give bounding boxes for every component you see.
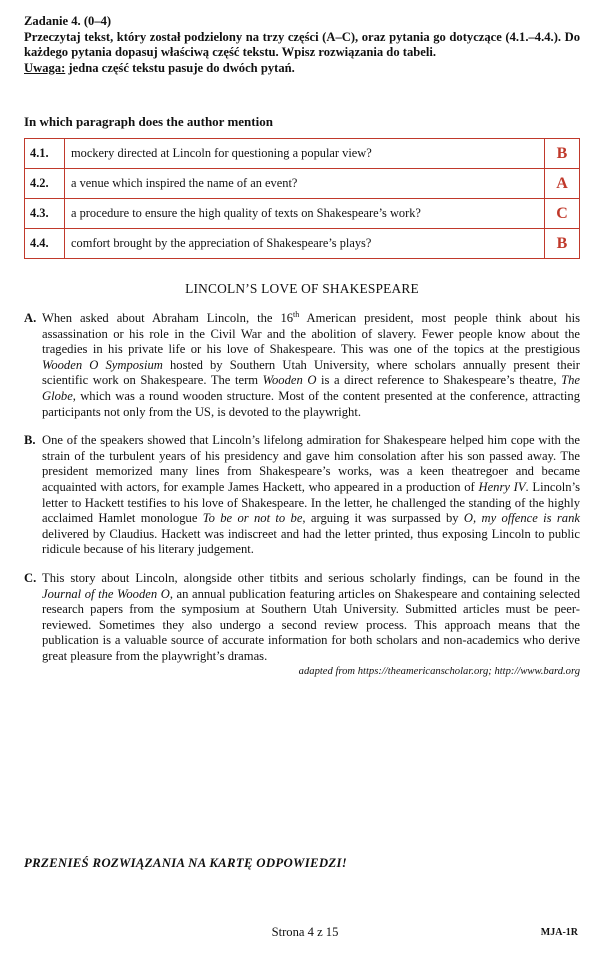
answer-table xyxy=(24,138,580,259)
answer-cell[interactable]: A xyxy=(545,169,580,199)
answer-cell[interactable]: B xyxy=(545,139,580,169)
question-number: 4.2. xyxy=(25,169,65,199)
paragraph-text: When asked about Abraham Lincoln, the 16 xyxy=(42,311,294,325)
paragraph-b xyxy=(24,433,580,558)
question-number: 4.3. xyxy=(25,199,65,229)
italic-title: Journal of the Wooden O xyxy=(42,586,170,601)
italic-title: O, my offence is rank xyxy=(463,511,580,526)
paragraph-a xyxy=(24,311,580,420)
transfer-note: PRZENIEŚ ROZWIĄZANIA NA KARTĘ ODPOWIEDZI! xyxy=(24,856,348,870)
italic-title: Wooden O Symposium xyxy=(42,357,163,372)
italic-title: To be or not to be xyxy=(202,511,303,526)
paragraph-letter: C. xyxy=(24,570,37,585)
paragraph-letter: B. xyxy=(24,433,36,448)
paragraph-text: American president, most people think about his assassination or his role in the Civil War and the abolition of slavery. Fewer people know about the tragedies in his private life or his love of Shakespeare. This was one of the topics at the prestigious xyxy=(42,311,581,357)
paragraph-letter: A. xyxy=(24,311,37,325)
exam-code: MJA-1R xyxy=(540,927,578,938)
paragraph-text: is a direct reference to Shakespeare’s theatre, xyxy=(316,373,562,388)
source-citation: adapted from https://theamericanscholar.org; http://www.bard.org xyxy=(298,666,580,678)
italic-title: Henry IV xyxy=(478,479,526,494)
superscript: th xyxy=(293,309,300,319)
question-text: a venue which inspired the name of an event? xyxy=(65,169,545,199)
table-row xyxy=(25,199,580,229)
paragraph-text: . Lincoln’s letter to Hackett testifies to his love of Shakespeare. In the letter, he challenged the standing of the highly acclaimed Hamlet monologue xyxy=(42,479,580,526)
paragraph-text: , an annual publication featuring articles on Shakespeare and containing selected research papers from the symposium at Southern Utah University. Submitted articles must be peer-reviewed. Sometimes they also undergo a second review process. This approach means that the publication is a valuable source of accurate information for both scholars and non-academics who derive great pleasure from the playwright’s dramas. xyxy=(42,586,580,663)
paragraph-text: This story about Lincoln, alongside other titbits and serious scholarly findings, can be found in the xyxy=(42,570,580,585)
task-header xyxy=(24,14,580,76)
answer-cell[interactable]: B xyxy=(545,229,580,259)
table-row xyxy=(25,139,580,169)
question-text: a procedure to ensure the high quality of texts on Shakespeare’s work? xyxy=(65,199,545,229)
question-number: 4.4. xyxy=(25,229,65,259)
question-text: mockery directed at Lincoln for questioning a popular view? xyxy=(65,139,545,169)
paragraph-c xyxy=(24,571,580,665)
paragraph-text: hosted by Southern Utah University, where scholars annually present their scientific work on Shakespeare. The term xyxy=(42,357,580,388)
article-title: LINCOLN’S LOVE OF SHAKESPEARE xyxy=(185,281,419,296)
italic-title: Wooden O xyxy=(262,373,317,388)
question-number: 4.1. xyxy=(25,139,65,169)
italic-title: The Globe xyxy=(42,373,580,403)
task-instruction: Przeczytaj tekst, który został podzielony na trzy części (A–C), oraz pytania go dotyczące (4.1.–4.4.). Do każdego pytania dopasuj właściwą część tekstu. Wpisz rozwiązania do tabeli. xyxy=(24,29,580,59)
exam-page xyxy=(24,14,580,677)
paragraph-text: , arguing it was surpassed by xyxy=(302,511,464,526)
note-text: jedna część tekstu pasuje do dwóch pytań. xyxy=(65,60,295,75)
task-title: Zadanie 4. (0–4) xyxy=(24,14,112,28)
task-note xyxy=(24,61,580,77)
note-label: Uwaga: xyxy=(24,60,66,75)
answer-cell[interactable]: C xyxy=(545,199,580,229)
paragraph-text: delivered by Claudius. Hackett was indiscreet and had the letter printed, thus exposing Lincoln to public ridicule because of his literary judgement. xyxy=(42,526,580,557)
question-text: comfort brought by the appreciation of Shakespeare’s plays? xyxy=(65,229,545,259)
table-row xyxy=(25,169,580,199)
table-row xyxy=(25,229,580,259)
page-number: Strona 4 z 15 xyxy=(271,925,339,939)
paragraph-text: , which was a round wooden structure. Most of the content presented at the conference, attracting participants not only from the US, is devoted to the playwright. xyxy=(42,388,580,419)
paragraph-text: One of the speakers showed that Lincoln’s lifelong admiration for Shakespeare helped him cope with the strain of the turbulent years of his presidency and gave him consolation after his son passed away. The president memorized many lines from Shakespeare’s works, was a keen theatregoer and became acquainted with actors, for example James Hackett, who appeared in a production of xyxy=(42,433,580,494)
question-title: In which paragraph does the author mention xyxy=(24,114,273,129)
